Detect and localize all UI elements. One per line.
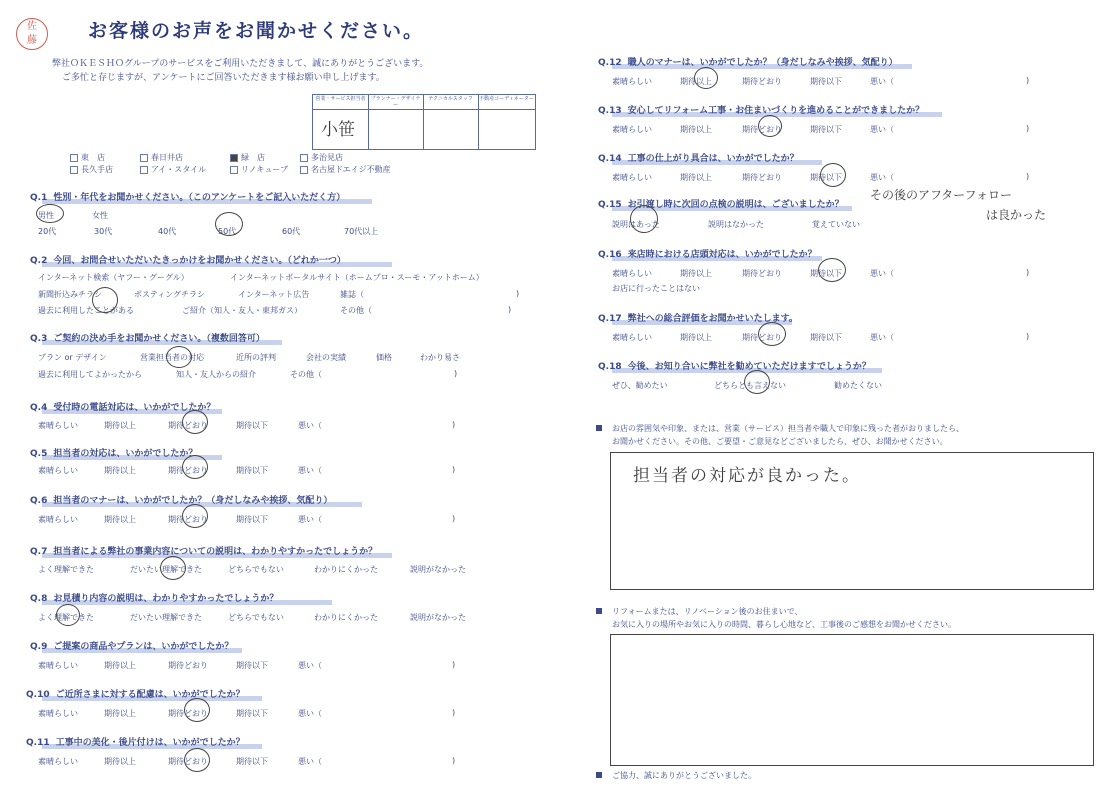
- q2-other-close: ): [508, 305, 512, 314]
- bullet-icon: [596, 425, 602, 431]
- rating-above[interactable]: 期待以上: [680, 125, 712, 134]
- checkbox-icon[interactable]: [300, 166, 308, 174]
- q14-answer-circle: [820, 163, 846, 187]
- rating-expected[interactable]: 期待どおり: [168, 421, 208, 430]
- q3-sales-staff[interactable]: 営業担当者の対応: [140, 353, 204, 362]
- page-title: お客様のお声をお聞かせください。: [88, 20, 425, 42]
- rating-below[interactable]: 期待以下: [236, 709, 268, 718]
- understand-neutral[interactable]: どちらでもない: [228, 613, 284, 622]
- q8-options: [38, 612, 478, 624]
- question-14: Q.14 工事の仕上がり具合は、いかがでしたか？: [598, 154, 799, 164]
- rating-bad[interactable]: 悪い（: [870, 269, 894, 278]
- rating-bad[interactable]: 悪い（: [870, 173, 894, 182]
- comment2-prompt-1: リフォームまたは、リノベーション後のお住まいで、: [612, 607, 803, 616]
- understand-none[interactable]: 説明がなかった: [410, 613, 466, 622]
- rating-below[interactable]: 期待以下: [810, 269, 842, 278]
- question-15: Q.15 お引渡し時に次回の点検の説明は、ございましたか？: [598, 200, 844, 210]
- rating-expected[interactable]: 期待どおり: [168, 515, 208, 524]
- rating-excellent[interactable]: 素晴らしい: [38, 709, 78, 718]
- q2-answer-circle: [92, 287, 118, 313]
- q3-answer-circle: [166, 346, 192, 368]
- q18-not-recommend[interactable]: 勧めたくない: [834, 381, 882, 390]
- rating-bad-close: ): [452, 660, 456, 669]
- q11-answer-circle: [184, 748, 210, 772]
- q3-other[interactable]: その他（: [290, 370, 322, 379]
- rating-above[interactable]: 期待以上: [680, 269, 712, 278]
- q7-options: [38, 564, 478, 576]
- rating-above[interactable]: 期待以上: [104, 661, 136, 670]
- understand-mostly[interactable]: だいたい理解できた: [130, 613, 202, 622]
- rating-bad-close: ): [452, 756, 456, 765]
- rating-bad-close: ): [452, 514, 456, 523]
- rating-above[interactable]: 期待以上: [680, 333, 712, 342]
- rating-bad[interactable]: 悪い（: [870, 77, 894, 86]
- question-18: Q.18 今後、お知り合いに弊社を勧めていただけますでしょうか？: [598, 362, 871, 372]
- q15-answer-circle: [630, 205, 658, 233]
- question-10: Q.10 ご近所さまに対する配慮は、いかがでしたか？: [26, 690, 245, 700]
- q13-answer-circle: [758, 115, 782, 137]
- rating-below[interactable]: 期待以下: [236, 466, 268, 475]
- understand-none[interactable]: 説明がなかった: [410, 565, 466, 574]
- staff-col-realestate: 不動産コーディネーター: [479, 96, 534, 102]
- checkbox-icon[interactable]: [70, 154, 78, 162]
- q16-answer-circle: [818, 258, 846, 282]
- comment1-box[interactable]: [610, 452, 1094, 590]
- rating-below[interactable]: 期待以下: [810, 173, 842, 182]
- staff-col-planner: プランナー・デザイナー: [370, 96, 421, 108]
- comment1-prompt-1: お店の雰囲気や印象、または、営業（サービス）担当者や職人で印象に残った者がおりましたら、: [612, 424, 964, 433]
- rating-bad[interactable]: 悪い（: [870, 125, 894, 134]
- rating-bad-close: ): [452, 465, 456, 474]
- rating-excellent[interactable]: 素晴らしい: [38, 515, 78, 524]
- store-midori: 緑 店: [241, 153, 265, 162]
- question-16: Q.16 来店時における店頭対応は、いかがでしたか？: [598, 250, 817, 260]
- staff-col-tech: テクニカルスタッフ: [428, 96, 473, 102]
- q13-options: [612, 124, 1042, 136]
- q11-options: [38, 756, 468, 768]
- q1-age-60[interactable]: 60代: [282, 227, 301, 236]
- question-4: Q.4 受付時の電話対応は、いかがでしたか？: [30, 403, 216, 413]
- q18-neutral[interactable]: どちらとも言えない: [714, 381, 786, 390]
- rating-bad-close: ): [1026, 172, 1030, 181]
- q1-age-circle: [215, 212, 243, 236]
- checkbox-checked-icon[interactable]: [230, 154, 238, 162]
- rating-excellent[interactable]: 素晴らしい: [38, 421, 78, 430]
- staff-col-sales: 営業・サービス担当者: [315, 96, 366, 102]
- store-renocube: リノキューブ: [241, 165, 288, 174]
- rating-below[interactable]: 期待以下: [810, 333, 842, 342]
- q12-options: [612, 76, 1042, 88]
- checkbox-icon[interactable]: [140, 154, 148, 162]
- comment1-handwritten: 担当者の対応が良かった。: [633, 466, 861, 486]
- q2-posting[interactable]: ポスティングチラシ: [134, 290, 206, 299]
- question-2: Q.2 今回、お問合せいただいたきっかけをお聞かせください。（どれか一つ）: [30, 256, 346, 266]
- question-8: Q.8 お見積り内容の説明は、わかりやすかったでしょうか？: [30, 594, 279, 604]
- rating-excellent[interactable]: 素晴らしい: [38, 466, 78, 475]
- q4-options: [38, 420, 468, 432]
- q5-answer-circle: [182, 455, 208, 479]
- q18-recommend[interactable]: ぜひ、勧めたい: [612, 381, 668, 390]
- store-nagakute: 長久手店: [81, 165, 113, 174]
- rating-excellent[interactable]: 素晴らしい: [612, 125, 652, 134]
- thanks-text: ご協力、誠にありがとうございました。: [612, 771, 756, 780]
- rating-above[interactable]: 期待以上: [104, 757, 136, 766]
- rating-excellent[interactable]: 素晴らしい: [612, 269, 652, 278]
- store-higashi: 東 店: [81, 153, 105, 162]
- rating-below[interactable]: 期待以下: [810, 77, 842, 86]
- rating-below[interactable]: 期待以下: [236, 757, 268, 766]
- q2-past-use[interactable]: 過去に利用したことがある: [38, 306, 134, 315]
- comment2-box[interactable]: [610, 634, 1094, 766]
- q2-portal-site[interactable]: インターネットポータルサイト（ホームプロ・スーモ・アットホーム）: [230, 273, 484, 282]
- q15-handwritten-note-2: は良かった: [986, 208, 1047, 222]
- rating-excellent[interactable]: 素晴らしい: [38, 757, 78, 766]
- rating-above[interactable]: 期待以上: [680, 77, 712, 86]
- checkbox-icon[interactable]: [230, 166, 238, 174]
- q1-age-50[interactable]: 50代: [218, 227, 237, 236]
- q12-answer-circle: [694, 67, 718, 89]
- q15-dont-remember[interactable]: 覚えていない: [812, 220, 860, 229]
- q7-answer-circle: [160, 556, 186, 580]
- rating-above[interactable]: 期待以上: [104, 709, 136, 718]
- rating-below[interactable]: 期待以下: [236, 515, 268, 524]
- q1-age-20[interactable]: 20代: [38, 227, 57, 236]
- store-nagoya-realestate: 名古屋ドエイジ不動産: [311, 165, 391, 174]
- understand-hard[interactable]: わかりにくかった: [314, 565, 378, 574]
- store-istyle: アイ・スタイル: [151, 165, 207, 174]
- q1-age-30[interactable]: 30代: [94, 227, 113, 236]
- rating-expected[interactable]: 期待どおり: [742, 77, 782, 86]
- q18-answer-circle: [744, 370, 770, 394]
- rating-bad-close: ): [452, 708, 456, 717]
- q9-options: [38, 660, 468, 672]
- checkbox-icon[interactable]: [300, 154, 308, 162]
- rating-bad[interactable]: 悪い（: [298, 466, 322, 475]
- store-list: [70, 152, 430, 178]
- store-tajimi: 多治見店: [311, 153, 343, 162]
- rating-below[interactable]: 期待以下: [810, 125, 842, 134]
- q1-male[interactable]: 男性: [38, 211, 54, 220]
- q2-referral[interactable]: ご紹介（知人・友人・東邦ガス）: [182, 306, 302, 315]
- rating-above[interactable]: 期待以上: [104, 421, 136, 430]
- comment2-prompt-2: お気に入りの場所やお気に入りの時間、暮らし心地など、工事後のご感想をお聞かせください。: [612, 620, 956, 629]
- q3-track-record[interactable]: 会社の実績: [306, 353, 346, 362]
- q1-male-circle: [36, 204, 64, 223]
- rating-bad-close: ): [452, 420, 456, 429]
- q2-magazine-close: ): [516, 289, 520, 298]
- staff-table: [312, 94, 536, 150]
- rating-bad[interactable]: 悪い（: [298, 515, 322, 524]
- rating-excellent[interactable]: 素晴らしい: [612, 333, 652, 342]
- q1-age-40[interactable]: 40代: [158, 227, 177, 236]
- understand-well[interactable]: よく理解できた: [38, 613, 94, 622]
- rating-bad[interactable]: 悪い（: [298, 421, 322, 430]
- question-7: Q.7 担当者による弊社の事業内容についての説明は、わかりやすかったでしょうか？: [30, 547, 378, 557]
- rating-bad[interactable]: 悪い（: [298, 757, 322, 766]
- rating-expected[interactable]: 期待どおり: [168, 661, 208, 670]
- understand-hard[interactable]: わかりにくかった: [314, 613, 378, 622]
- q3-other-close: ): [454, 369, 458, 378]
- q2-internet-ad[interactable]: インターネット広告: [238, 290, 310, 299]
- intro-line-2: ご多忙と存じますが、アンケートにご回答いただきます様お願い申し上げます。: [62, 73, 385, 83]
- checkbox-icon[interactable]: [70, 166, 78, 174]
- q3-clarity[interactable]: わかり易さ: [420, 353, 460, 362]
- rating-above[interactable]: 期待以上: [104, 515, 136, 524]
- rating-excellent[interactable]: 素晴らしい: [612, 77, 652, 86]
- question-12: Q.12 職人のマナーは、いかがでしたか？（身だしなみや挨拶、気配り）: [598, 58, 898, 68]
- q3-reputation[interactable]: 近所の評判: [236, 353, 276, 362]
- store-kasugai: 春日井店: [151, 153, 183, 162]
- rating-bad[interactable]: 悪い（: [870, 333, 894, 342]
- rating-below[interactable]: 期待以下: [236, 661, 268, 670]
- rating-above[interactable]: 期待以上: [104, 466, 136, 475]
- q15-not-explained[interactable]: 説明はなかった: [708, 220, 764, 229]
- q2-other[interactable]: その他（: [340, 306, 372, 315]
- rating-expected[interactable]: 期待どおり: [168, 466, 208, 475]
- q1-female[interactable]: 女性: [92, 211, 108, 220]
- rating-expected[interactable]: 期待どおり: [168, 709, 208, 718]
- q17-answer-circle: [758, 322, 786, 346]
- understand-mostly[interactable]: だいたい理解できた: [130, 565, 202, 574]
- question-6: Q.6 担当者のマナーは、いかがでしたか？（身だしなみや挨拶、気配り）: [30, 496, 333, 506]
- q3-price[interactable]: 価格: [376, 353, 392, 362]
- rating-expected[interactable]: 期待どおり: [742, 333, 782, 342]
- question-13: Q.13 安心してリフォーム工事・お住まいづくりを進めることができましたか？: [598, 106, 925, 116]
- bullet-icon: [596, 772, 602, 778]
- q2-newspaper[interactable]: 新聞折込みチラシ: [38, 290, 102, 299]
- q15-handwritten-note-1: その後のアフターフォロー: [870, 188, 1012, 202]
- rating-bad-close: ): [1026, 124, 1030, 133]
- rating-bad[interactable]: 悪い（: [298, 709, 322, 718]
- q6-options: [38, 514, 468, 526]
- rating-excellent[interactable]: 素晴らしい: [38, 661, 78, 670]
- q16-never-visited[interactable]: お店に行ったことはない: [612, 284, 700, 293]
- q5-options: [38, 465, 468, 477]
- rating-bad-close: ): [1026, 76, 1030, 85]
- checkbox-icon[interactable]: [140, 166, 148, 174]
- seal-text: 佐藤: [27, 21, 37, 46]
- rating-bad-close: ): [1026, 332, 1030, 341]
- question-9: Q.9 ご提案の商品やプランは、いかがでしたか？: [30, 642, 234, 652]
- q4-answer-circle: [182, 410, 208, 434]
- question-5: Q.5 担当者の対応は、いかがでしたか？: [30, 449, 198, 459]
- understand-well[interactable]: よく理解できた: [38, 565, 94, 574]
- rating-below[interactable]: 期待以下: [236, 421, 268, 430]
- q2-magazine[interactable]: 雑誌（: [340, 290, 364, 299]
- q8-answer-circle: [56, 604, 80, 626]
- question-11: Q.11 工事中の美化・後片付けは、いかがでしたか？: [26, 738, 245, 748]
- seal-stamp: [16, 18, 48, 50]
- q3-past-good[interactable]: 過去に利用してよかったから: [38, 370, 142, 379]
- rating-expected[interactable]: 期待どおり: [168, 757, 208, 766]
- q3-friend-referral[interactable]: 知人・友人からの紹介: [176, 370, 256, 379]
- q15-explained[interactable]: 説明はあった: [612, 220, 660, 229]
- rating-expected[interactable]: 期待どおり: [742, 125, 782, 134]
- question-1: Q.1 性別・年代をお聞かせください。（このアンケートをご記入いただく方）: [30, 193, 346, 203]
- rating-excellent[interactable]: 素晴らしい: [612, 173, 652, 182]
- comment1-prompt-2: お聞かせください。その他、ご要望・ご意見などございましたら、ぜひ、お聞かせください。: [612, 437, 948, 446]
- intro-line-1: 弊社ＯＫＥＳＨＯグループのサービスをご利用いただきまして、誠にありがとうございます。: [52, 59, 429, 69]
- staff-name-handwritten: 小笹: [321, 120, 355, 140]
- rating-above[interactable]: 期待以上: [680, 173, 712, 182]
- q3-plan-design[interactable]: プラン or デザイン: [38, 353, 107, 362]
- q2-internet-search[interactable]: インターネット検索（ヤフー・グーグル）: [38, 273, 189, 282]
- q17-options: [612, 332, 1042, 344]
- rating-bad[interactable]: 悪い（: [298, 661, 322, 670]
- rating-expected[interactable]: 期待どおり: [742, 269, 782, 278]
- q6-answer-circle: [182, 504, 208, 528]
- question-3: Q.3 ご契約の決め手をお聞かせください。（複数回答可）: [30, 334, 265, 344]
- rating-bad-close: ): [1026, 268, 1030, 277]
- q1-age-70[interactable]: 70代以上: [344, 227, 379, 236]
- question-17: Q.17 弊社への総合評価をお聞かせいたします。: [598, 314, 798, 324]
- q10-options: [38, 708, 468, 720]
- bullet-icon: [596, 608, 602, 614]
- rating-expected[interactable]: 期待どおり: [742, 173, 782, 182]
- understand-neutral[interactable]: どちらでもない: [228, 565, 284, 574]
- q10-answer-circle: [184, 698, 210, 722]
